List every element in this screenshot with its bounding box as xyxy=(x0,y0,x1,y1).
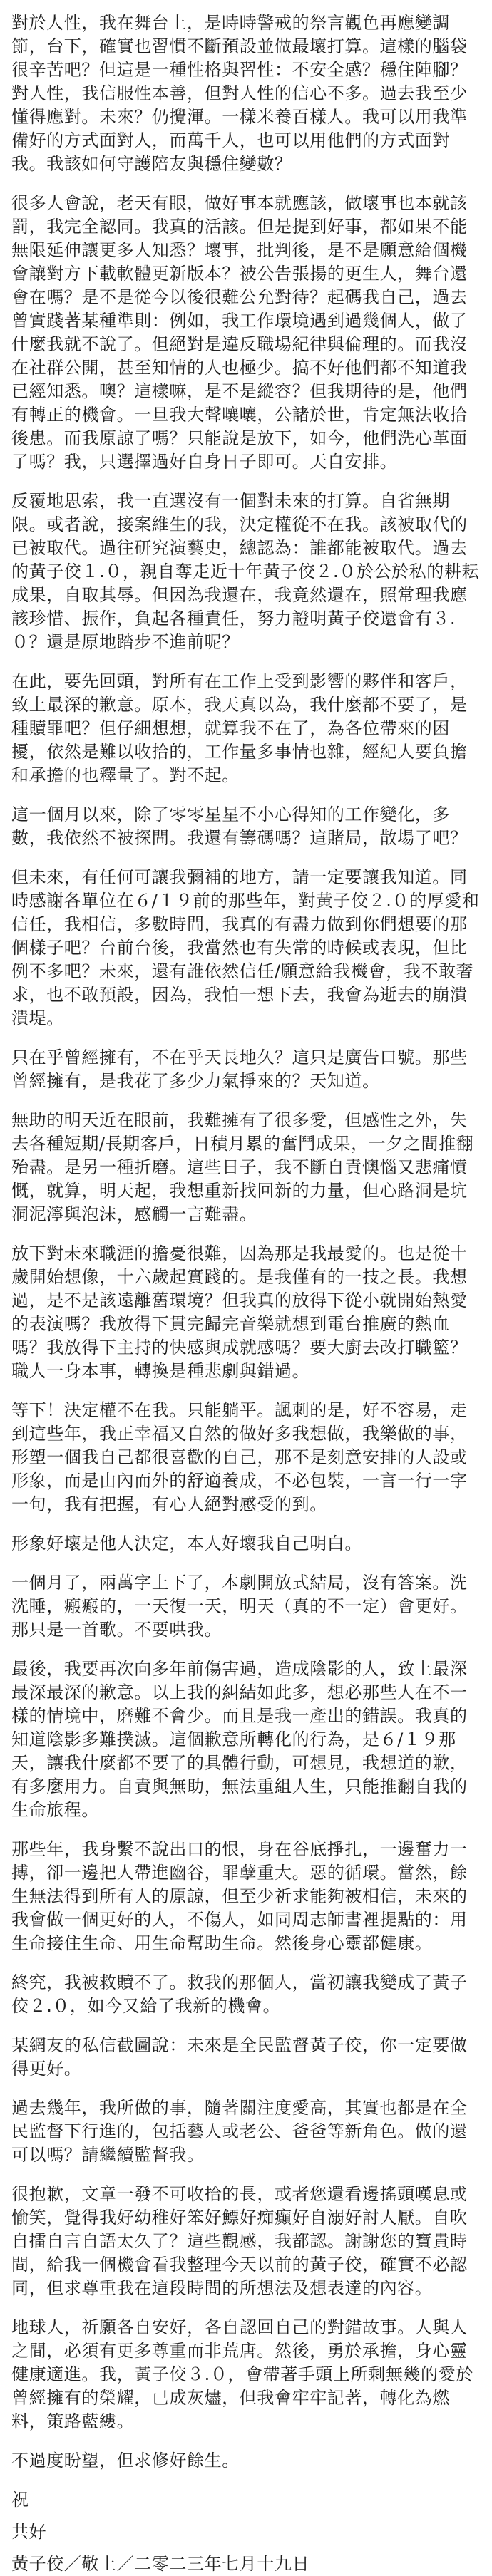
paragraph-16: 某網友的私信截圖說：未來是全民監督黃子佼，你一定要做得更好。 xyxy=(11,2035,468,2079)
closing-block xyxy=(11,2488,481,2576)
paragraph-9: 放下對未來職涯的擔憂很難，因為那是我最愛的。也是從十歲開始想像，十六歲起實踐的。是我僅有的一技之長。我想過，是不是該遠離舊環境？但我真的放得下從小就開始熱愛的表演嗎？我放得下貫完歸完音樂就想到電台推廣的熱血嗎？我放得下主持的快感與成就感嗎？要大廚去改打職籃？職人一身本事，轉換是種悲劇與錯過。 xyxy=(11,1243,468,1381)
paragraph-4: 在此，要先回頭，對所有在工作上受到影響的夥伴和客戶，致上最深的歉意。原本，我天真以為，我什麼都不要了，是種贖罪吧？但仔細想想，就算我不在了，為各位帶來的困擾，依然是難以收拾的，工作量多事情也雜，經紀人要負擔和承擔的也釋量了。對不起。 xyxy=(11,671,468,785)
paragraph-20: 不過度盼望，但求修好餘生。 xyxy=(11,2451,240,2471)
paragraph-18: 很抱歉，文章一發不可收拾的長，或者您還看邊搖頭嘆息或愉笑，覺得我好幼稚好笨好鰾好痴癲好自溺好討人厭。自吹自擂自言自語太久了？這些觀感，我都認。謝謝您的寶貴時間，給我一個機會看我整理今天以前的黃子佼，確實不必認同，但求尊重我在這段時間的所想法及想表達的內容。 xyxy=(11,2184,468,2298)
paragraph-13: 最後，我要再次向多年前傷害過，造成陰影的人，致上最深最深最深的歉意。以上我的糾結如此多，想必那些人在不一樣的情境中，磨難不會少。而且是我一產出的錯誤。我真的知道陰影多難撲滅。這個歉意所轉化的行為，是６/１９那天，讓我什麼都不要了的具體行動，可想見，我想道的歉，有多麼用力。自責與無助，無法重組人生，只能推翻自我的生命旅程。 xyxy=(11,1659,468,1820)
paragraph-10: 等下！決定權不在我。只能躺平。諷刺的是，好不容易，走到這些年，我正幸福又自然的做好多我想做，我樂做的事，形塑一個我自己都很喜歡的自己，那不是刻意安排的人設或形象，而是由內而外的舒適養成，不必包裝，一言一行一字一句，我有把握，有心人絕對感受的到。 xyxy=(11,1400,468,1514)
paragraph-2: 很多人會說，老天有眼，做好事本就應該，做壞事也本就該罰，我完全認同。我真的活該。但是提到好事，都如果不能無限延伸讓更多人知悉？壞事，批判後，是不是願意給個機會讓對方下載軟體更新版本？被公告張揚的更生人，舞台還會在嗎？是不是從今以後很難公允對待？起碼我自己，過去曾實踐著某種準則：例如，我工作環境遇到過幾個人，做了什麼我就不說了。但絕對是違反職場紀律與倫理的。而我沒在社群公開，甚至知情的人也極少。搞不好他們都不知道我已經知悉。噢？這樣嘛，是不是縱容？但我期待的是，他們有轉正的機會。一旦我大聲嚷嚷，公諸於世，肯定無法收拾後患。而我原諒了嗎？只能說是放下，如今，他們洗心革面了嗎？我，只選擇過好自身日子即可。天自安排。 xyxy=(11,193,468,472)
paragraph-3: 反覆地思索，我一直選沒有一個對未來的打算。自省無期限。或者說，接案維生的我，決定權從不在我。該被取代的已被取代。過往研究演藝史，總認為：誰都能被取代。過去的黃子佼１.０，親自奪走近十年黃子佼２.０於公於私的耕耘成果，自取其辱。但因為我還在，我竟然還在，照常理我應該珍惜、振作，負起各種責任，努力證明黃子佼還會有３.０？還是原地踏步不進前呢？ xyxy=(11,491,480,652)
paragraph-19: 地球人，祈願各自安好，各自認回自己的對錯故事。人與人之間，必須有更多尊重而非荒唐。然後，勇於承擔，身心靈健康適進。我，黃子佼３.０，會帶著手頭上所剩無幾的愛於曾經擁有的榮耀，已成灰燼，但我會牢牢記著，轉化為燃料，策路藍縷。 xyxy=(11,2317,473,2431)
paragraph-8: 無助的明天近在眼前，我難擁有了很多愛，但感性之外，失去各種短期/長期客戶，日積月累的奮鬥成果，一夕之間推翻殆盡。是另一種折磨。這些日子，我不斷自責懊惱又悲痛憤慨，就算，明天起，我想重新找回新的力量，但心路洞是坑洞泥濘與泡沫，感觸一言難盡。 xyxy=(11,1110,474,1224)
paragraph-14: 那些年，我身繫不說出口的恨，身在谷底掙扎，一邊奮力一搏，卻一邊把人帶進幽谷，罪孽重大。惡的循環。當然，餘生無法得到所有人的原諒，但至少祈求能夠被相信，未來的我會做一個更好的人，不傷人，如同周志師書裡提點的：用生命接住生命、用生命幫助生命。然後身心靈都健康。 xyxy=(11,1839,468,1953)
signature-line: 黃子佼／敬上／二零二三年七月十九日 xyxy=(11,2554,310,2574)
closing-wishes: 共好 xyxy=(11,2522,47,2542)
paragraph-17: 過去幾年，我所做的事，隨著關注度愛高，其實也都是在全民監督下行進的，包括藝人或老公、爸爸等新角色。做的還可以嗎？請繼續監督我。 xyxy=(11,2098,468,2165)
paragraph-12: 一個月了，兩萬字上下了，本劇開放式結局，沒有答案。洗洗睡，瘢瘢的，一天復一天，明天（真的不一定）會更好。那只是一首歌。不要哄我。 xyxy=(11,1573,468,1640)
paragraph-11: 形象好壞是他人決定，本人好壞我自己明白。 xyxy=(11,1533,362,1553)
closing-regards: 祝 xyxy=(11,2490,29,2510)
paragraph-7: 只在乎曾經擁有，不在乎天長地久？這只是廣告口號。那些曾經擁有，是我花了多少力氣掙來的？天知道。 xyxy=(11,1048,468,1091)
paragraph-15: 終究，我被救贖不了。救我的那個人，當初讓我變成了黃子佼２.０，如今又給了我新的機會。 xyxy=(11,1972,468,2016)
paragraph-6: 但未來，有任何可讓我彌補的地方，請一定要讓我知道。同時感謝各單位在６/１９前的那些年，對黃子佼２.０的厚愛和信任，我相信，多數時間，我真的有盡力做到你們想要的那個樣子吧？台前台後，我當然也有失常的時候或表現，但比例不多吧？未來，還有誰依然信任/願意給我機會，我不敢奢求，也不敢預設，因為，我怕一想下去，我會為逝去的崩潰潰堤。 xyxy=(11,867,480,1028)
paragraph-1: 對於人性，我在舞台上，是時時警戒的祭言觀色再應變調節，台下，確實也習慣不斷預設並做最壞打算。這樣的腦袋很辛苦吧？但這是一種性格與習性：不安全感？穩住陣腳？對人性，我信服性本善，但對人性的信心不多。過去我至少懂得應對。未來？仍攪渾。一樣米養百樣人。我可以用我準備好的方式面對人，而萬千人，也可以用他們的方式面對我。我該如何守護陪友與穩住變數？ xyxy=(11,13,468,174)
paragraph-5: 這一個月以來，除了零零星星不小心得知的工作變化，多數，我依然不被探問。我還有籌碼嗎？這賭局，散場了吧？ xyxy=(11,805,468,848)
